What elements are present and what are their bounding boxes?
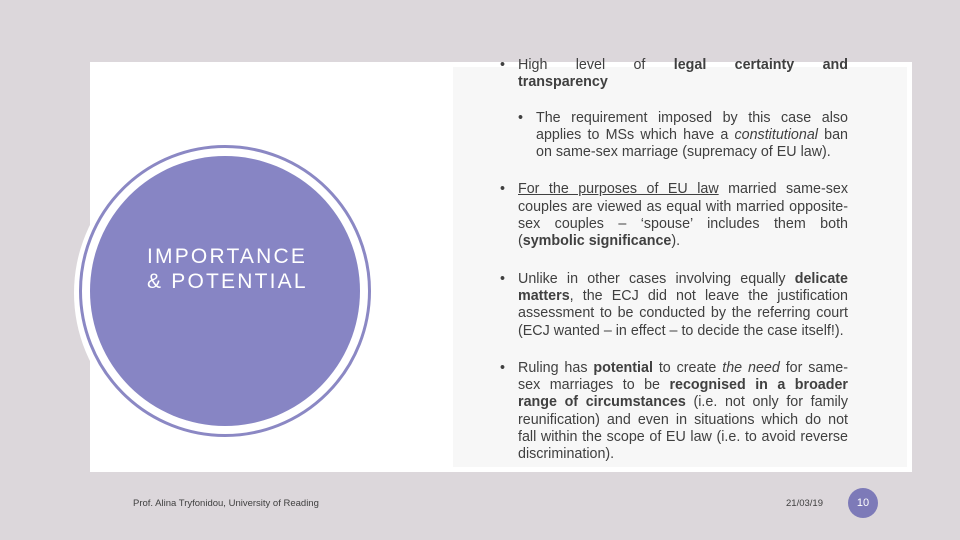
bullet-bold-text: recognised in a broader range of circumstances [518, 377, 848, 411]
bullet-bold-text: potential [593, 359, 653, 376]
bullet-delicate-matters [498, 271, 848, 340]
bullet-text: ). [671, 233, 681, 250]
bullet-text: (i.e. not only for family reunification) and even in situations which do not fall within the scope of EU law (i.e. to avoid reverse discrimination). [518, 394, 848, 463]
sub-bullet-constitutional-ban [516, 110, 848, 162]
bullet-text: for same-sex marriages to be [518, 359, 849, 394]
bullet-legal-certainty [498, 57, 848, 92]
footer-date: 21/03/19 [786, 498, 823, 509]
bullet-italic-text: the need [722, 359, 780, 376]
bullet-text: Ruling has [518, 359, 594, 376]
bullet-bold-text: symbolic significance [522, 233, 672, 250]
slide-title-line2: & POTENTIAL [147, 270, 308, 293]
bullet-text: Unlike in other cases involving equally [518, 270, 795, 287]
bullet-text: ban on same-sex marriage (supremacy of EU law). [536, 126, 849, 161]
bullet-list [498, 57, 848, 484]
slide-title [147, 244, 357, 294]
footer-author: Prof. Alina Tryfonidou, University of Reading [133, 498, 319, 509]
bullet-italic-text: constitutional [734, 126, 818, 143]
bullet-text: to create [652, 359, 723, 376]
bullet-eu-law-purposes [498, 181, 848, 250]
bullet-text: married same-sex couples are viewed as equal with married opposite-sex couples – ‘spouse’ includes them both ( [518, 181, 848, 250]
bullet-bold-text: transparency [518, 74, 608, 91]
slide-title-line1: IMPORTANCE [147, 245, 308, 268]
page-number-badge: 10 [848, 488, 878, 518]
bullet-text: , the ECJ did not leave the justification assessment to be conducted by the referring court (ECJ wanted – in effect – to decide the case itself!). [518, 287, 848, 339]
bullet-text: High level of [518, 57, 674, 73]
bullet-underlined-text: For the purposes of EU law [518, 181, 719, 198]
bullet-text: The requirement imposed by this case also applies to MSs which have a [536, 109, 848, 143]
bullet-ruling-potential [498, 360, 848, 464]
bullet-bold-text: delicate matters [518, 270, 848, 304]
bullet-bold-text: legal certainty and [673, 57, 848, 73]
